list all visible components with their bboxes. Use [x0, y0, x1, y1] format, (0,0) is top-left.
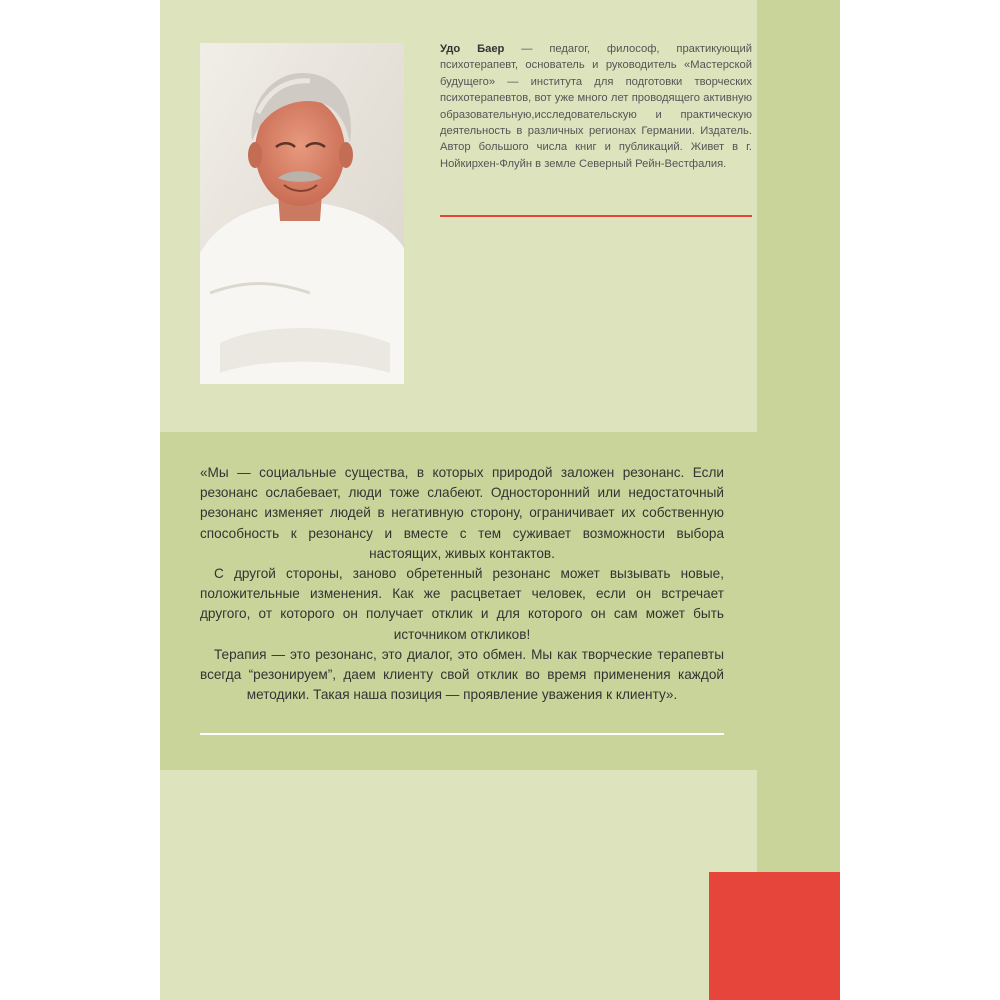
quote-paragraph: С другой стороны, заново обретенный резонанс может вызывать новые, положительные изменения. Как же расцветает человек, если он встречает другого, от которого он получает отклик и для которого он сам может быть источником откликов! — [200, 566, 724, 642]
red-accent-block — [709, 872, 840, 1000]
author-photo — [200, 43, 404, 384]
quote-divider — [200, 733, 724, 735]
bio-divider — [440, 215, 752, 217]
author-name: Удо Баер — [440, 43, 505, 55]
book-back-cover — [160, 0, 840, 1000]
author-bio-text: — педагог, философ, практикующий психотерапевт, основатель и руководитель «Мастерской будущего» — института для подготовки творческих психотерапевтов, вот уже много лет проводящего активную образовательную,исследовательскую и практическую деятельность в различных регионах Германии. Издатель. Автор большого числа книг и публикаций. Живет в г. Нойкирхен-Флуйн в земле Северный Рейн-Вестфалия. — [440, 43, 752, 170]
quote-paragraph: «Мы — социальные существа, в которых природой заложен резонанс. Если резонанс ослабевает, люди тоже слабеют. Односторонний или недостаточный резонанс изменяет людей в негативную сторону, ограничивает их собственную способность к резонансу и вместе с тем суживает возможности выбора настоящих, живых контактов. — [200, 465, 724, 561]
author-bio — [440, 41, 752, 172]
quote-paragraph: Терапия — это резонанс, это диалог, это обмен. Мы как творческие терапевты всегда “резонируем”, даем клиенту свой отклик во время применения каждой методики. Такая наша позиция — проявление уважения к клиенту». — [200, 646, 724, 703]
quote-block — [200, 463, 724, 705]
